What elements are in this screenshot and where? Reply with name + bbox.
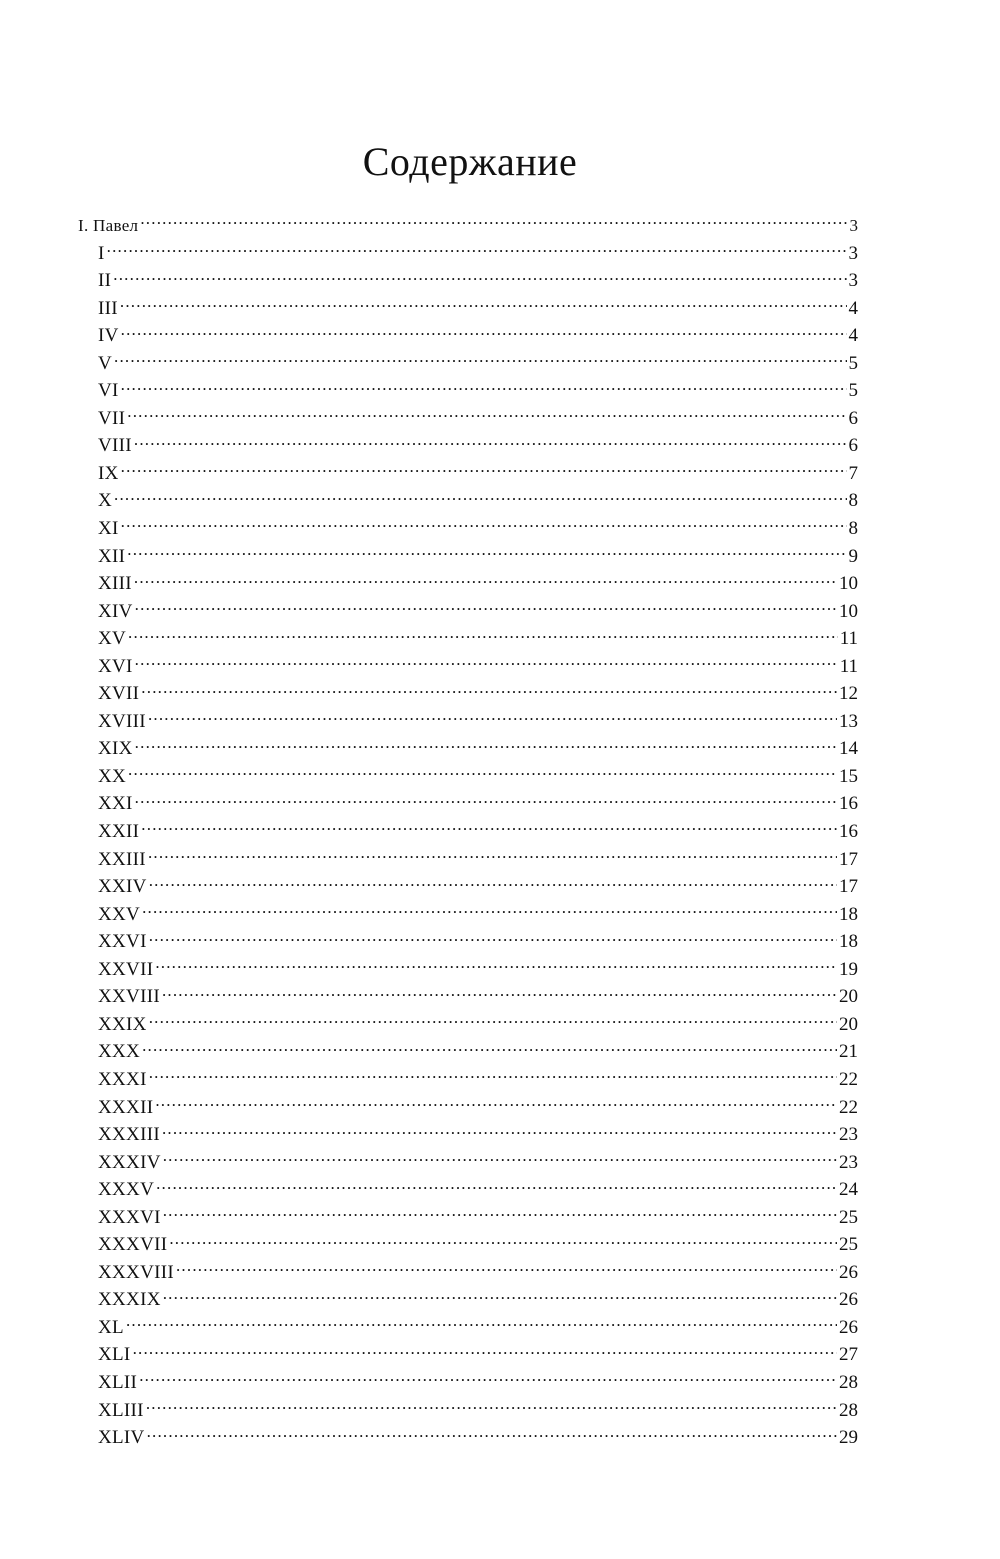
toc-entry-page-number: 11 (839, 655, 858, 677)
toc-entry-label: XIII (98, 573, 132, 595)
toc-entry[interactable] (78, 1286, 858, 1314)
toc-dot-leader (149, 873, 837, 892)
toc-dot-leader (169, 1231, 837, 1250)
toc-entry[interactable] (78, 1231, 858, 1259)
toc-entry-page-number: 8 (848, 490, 858, 512)
toc-entry-label: XLI (98, 1344, 131, 1366)
toc-entry-label: XLII (98, 1371, 138, 1393)
toc-entry[interactable] (78, 1314, 858, 1342)
toc-entry[interactable] (78, 928, 858, 956)
toc-entry-page-number: 13 (839, 710, 858, 732)
toc-dot-leader (163, 1204, 837, 1223)
toc-dot-leader (114, 487, 846, 506)
toc-entry[interactable] (78, 460, 858, 488)
toc-entry-label: XXXV (98, 1179, 155, 1201)
toc-entry-label: V (98, 352, 113, 374)
toc-entry-label: XXXVII (98, 1234, 168, 1256)
toc-dot-leader (149, 928, 837, 947)
toc-entry-label: VI (98, 380, 119, 402)
toc-entry-page-number: 28 (839, 1371, 858, 1393)
toc-entry-label: XXI (98, 793, 133, 815)
toc-entry-label: XL (98, 1316, 124, 1338)
toc-entry-label: IX (98, 462, 119, 484)
toc-dot-leader (127, 543, 846, 562)
toc-entry-page-number: 18 (839, 931, 858, 953)
toc-entry[interactable] (78, 846, 858, 874)
toc-dot-leader (114, 350, 846, 369)
toc-dot-leader (135, 653, 838, 672)
toc-dot-leader (148, 846, 837, 865)
toc-entry-label: XVIII (98, 710, 146, 732)
toc-entry-label: XXXVI (98, 1206, 161, 1228)
toc-entry[interactable] (78, 295, 858, 323)
toc-entry-label: XXXII (98, 1096, 154, 1118)
toc-entry-page-number: 23 (839, 1151, 858, 1173)
toc-entry-page-number: 22 (839, 1068, 858, 1090)
toc-entry-label: III (98, 297, 118, 319)
toc-dot-leader (107, 240, 847, 259)
toc-dot-leader (141, 818, 837, 837)
toc-dot-leader (120, 295, 847, 314)
toc-entry[interactable] (78, 322, 858, 350)
toc-entry[interactable] (78, 515, 858, 543)
toc-entry-label: XXVI (98, 931, 147, 953)
toc-entry-page-number: 3 (848, 242, 858, 264)
toc-entry[interactable] (78, 708, 858, 736)
toc-entry[interactable] (78, 1341, 858, 1369)
toc-entry-label: XXXIX (98, 1289, 161, 1311)
toc-entry-page-number: 17 (839, 876, 858, 898)
toc-entry-label: II (98, 270, 112, 292)
toc-dot-leader (135, 735, 837, 754)
toc-entry-page-number: 3 (848, 270, 858, 292)
toc-entry[interactable] (78, 598, 858, 626)
toc-dot-leader (156, 1176, 837, 1195)
toc-entry[interactable] (78, 680, 858, 708)
toc-entry-label: X (98, 490, 113, 512)
toc-entry-label: XV (98, 628, 127, 650)
toc-entry-page-number: 26 (839, 1289, 858, 1311)
toc-dot-leader (133, 1341, 837, 1360)
toc-entry-label: XXXIII (98, 1124, 160, 1146)
page-title: Содержание (362, 139, 578, 184)
toc-entry-page-number: 5 (848, 380, 858, 402)
toc-entry-label: XXXVIII (98, 1261, 174, 1283)
toc-entry-label: XXVIII (98, 986, 160, 1008)
toc-dot-leader (141, 680, 837, 699)
toc-entry-page-number: 16 (839, 821, 858, 843)
toc-entry-page-number: 25 (839, 1206, 858, 1228)
toc-entry[interactable] (78, 350, 858, 378)
toc-entry-page-number: 15 (839, 765, 858, 787)
toc-dot-leader (121, 515, 847, 534)
toc-entry[interactable] (78, 625, 858, 653)
toc-entry-page-number: 4 (848, 325, 858, 347)
toc-dot-leader (149, 1066, 837, 1085)
toc-entry-label: XXX (98, 1041, 141, 1063)
toc-entry-page-number: 28 (839, 1399, 858, 1421)
toc-dot-leader (163, 1286, 837, 1305)
toc-entry[interactable] (78, 543, 858, 571)
toc-entry[interactable] (78, 1176, 858, 1204)
toc-entry-label: XIX (98, 738, 133, 760)
toc-dot-leader (176, 1259, 837, 1278)
toc-entry[interactable] (78, 735, 858, 763)
toc-entry[interactable] (78, 570, 858, 598)
toc-entry-label: VIII (98, 435, 132, 457)
toc-entry[interactable] (78, 1397, 858, 1425)
toc-entry-label: XLIII (98, 1399, 144, 1421)
toc-entry[interactable] (78, 763, 858, 791)
toc-entry-page-number: 3 (849, 216, 858, 235)
toc-entry[interactable] (78, 1121, 858, 1149)
toc-entry-page-number: 24 (839, 1179, 858, 1201)
toc-dot-leader (121, 377, 847, 396)
toc-entry-label: XX (98, 765, 127, 787)
toc-dot-leader (149, 1011, 837, 1030)
toc-dot-leader (135, 790, 837, 809)
toc-entry[interactable] (78, 1038, 858, 1066)
toc-entry-label: XXXI (98, 1068, 147, 1090)
toc-entry-label: XI (98, 518, 119, 540)
toc-dot-leader (142, 901, 837, 920)
toc-entry[interactable] (78, 1011, 858, 1039)
toc-entry-page-number: 18 (839, 903, 858, 925)
toc-dot-leader (128, 625, 838, 644)
toc-entry-page-number: 23 (839, 1124, 858, 1146)
toc-entry[interactable] (78, 240, 858, 268)
toc-entry-label: XXV (98, 903, 141, 925)
toc-dot-leader (148, 708, 837, 727)
toc-dot-leader (142, 1038, 837, 1057)
toc-entry-page-number: 19 (839, 958, 858, 980)
toc-entry-label: XXIX (98, 1013, 147, 1035)
toc-entry-label: XVII (98, 683, 140, 705)
toc-entry-page-number: 12 (839, 683, 858, 705)
toc-entry-label: XXXIV (98, 1151, 161, 1173)
toc-entry-page-number: 5 (848, 352, 858, 374)
toc-dot-leader (163, 1149, 837, 1168)
toc-entry[interactable] (78, 487, 858, 515)
toc-dot-leader (140, 214, 847, 231)
toc-entry-page-number: 14 (839, 738, 858, 760)
toc-entry[interactable] (78, 790, 858, 818)
toc-entry-label: XXIV (98, 876, 147, 898)
toc-entry-label: XII (98, 545, 126, 567)
toc-entry-page-number: 27 (839, 1344, 858, 1366)
toc-entry-page-number: 20 (839, 1013, 858, 1035)
toc-entry-label: XXVII (98, 958, 154, 980)
toc-entry-page-number: 25 (839, 1234, 858, 1256)
toc-entry-page-number: 6 (848, 435, 858, 457)
toc-dot-leader (162, 1121, 837, 1140)
toc-dot-leader (134, 432, 847, 451)
toc-dot-leader (155, 1094, 837, 1113)
toc-dot-leader (162, 983, 837, 1002)
toc-entry[interactable] (78, 873, 858, 901)
toc-entry-label: XXIII (98, 848, 146, 870)
toc-entry[interactable] (78, 983, 858, 1011)
toc-entry-label: XVI (98, 655, 133, 677)
toc-entry-page-number: 7 (848, 462, 858, 484)
toc-entry[interactable] (78, 377, 858, 405)
toc-dot-leader (146, 1397, 837, 1416)
toc-dot-leader (113, 267, 846, 286)
toc-entry-page-number: 26 (839, 1261, 858, 1283)
toc-entry[interactable] (78, 1424, 858, 1452)
table-of-contents (78, 212, 858, 1452)
toc-dot-leader (127, 405, 846, 424)
toc-entry-label: I (98, 242, 105, 264)
toc-entry-page-number: 4 (848, 297, 858, 319)
toc-entry[interactable] (78, 1094, 858, 1122)
toc-entry-page-number: 10 (839, 573, 858, 595)
toc-entry[interactable] (78, 212, 858, 240)
toc-entry-label: IV (98, 325, 119, 347)
toc-entry-page-number: 8 (848, 518, 858, 540)
toc-entry-page-number: 20 (839, 986, 858, 1008)
toc-entry[interactable] (78, 956, 858, 984)
toc-entry[interactable] (78, 653, 858, 681)
toc-entry[interactable] (78, 1204, 858, 1232)
toc-entry[interactable] (78, 1066, 858, 1094)
toc-entry-label: XXII (98, 821, 140, 843)
toc-entry[interactable] (78, 901, 858, 929)
toc-dot-leader (139, 1369, 837, 1388)
toc-dot-leader (121, 460, 847, 479)
toc-dot-leader (147, 1424, 837, 1443)
toc-dot-leader (155, 956, 837, 975)
toc-entry-page-number: 10 (839, 600, 858, 622)
toc-entry[interactable] (78, 405, 858, 433)
toc-entry-page-number: 22 (839, 1096, 858, 1118)
toc-entry[interactable] (78, 1369, 858, 1397)
toc-entry-page-number: 11 (839, 628, 858, 650)
toc-entry[interactable] (78, 818, 858, 846)
toc-entry-label: VII (98, 407, 126, 429)
toc-entry[interactable] (78, 432, 858, 460)
toc-entry-label: XIV (98, 600, 133, 622)
toc-dot-leader (126, 1314, 837, 1333)
toc-entry-page-number: 29 (839, 1427, 858, 1449)
toc-entry-page-number: 17 (839, 848, 858, 870)
toc-entry-label: XLIV (98, 1427, 145, 1449)
toc-entry-page-number: 9 (848, 545, 858, 567)
toc-entry[interactable] (78, 267, 858, 295)
toc-dot-leader (135, 598, 837, 617)
toc-dot-leader (128, 763, 837, 782)
toc-dot-leader (121, 322, 847, 341)
toc-entry-page-number: 26 (839, 1316, 858, 1338)
toc-entry-page-number: 6 (848, 407, 858, 429)
toc-entry[interactable] (78, 1259, 858, 1287)
toc-entry-page-number: 16 (839, 793, 858, 815)
toc-entry-label: I. Павел (78, 216, 139, 235)
toc-entry[interactable] (78, 1149, 858, 1177)
toc-dot-leader (134, 570, 837, 589)
toc-entry-page-number: 21 (839, 1041, 858, 1063)
